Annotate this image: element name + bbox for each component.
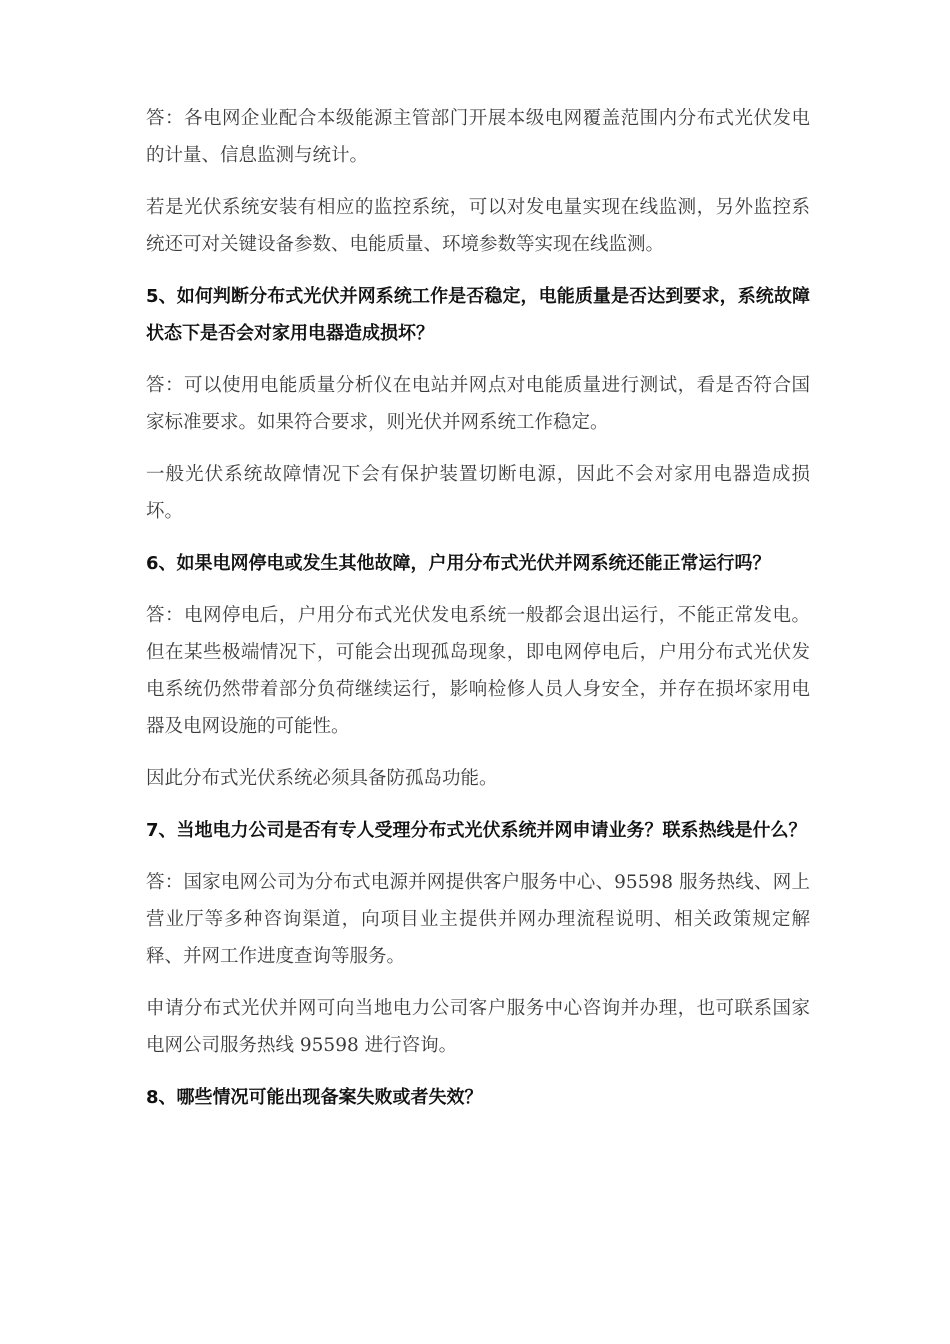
question-heading-5: 5、如何判断分布式光伏并网系统工作是否稳定，电能质量是否达到要求，系统故障状态下是否会对家用电器造成损坏？ (146, 286, 810, 344)
question-heading-8: 8、哪些情况可能出现备案失败或者失效？ (146, 1087, 483, 1108)
body-paragraph: 若是光伏系统安装有相应的监控系统，可以对发电量实现在线监测，另外监控系统还可对关键设备参数、电能质量、环境参数等实现在线监测。 (146, 197, 810, 255)
answer-paragraph: 答：可以使用电能质量分析仪在电站并网点对电能质量进行测试，看是否符合国家标准要求。如果符合要求，则光伏并网系统工作稳定。 (146, 375, 810, 433)
body-paragraph: 一般光伏系统故障情况下会有保护装置切断电源，因此不会对家用电器造成损坏。 (146, 464, 810, 522)
question-heading-6: 6、如果电网停电或发生其他故障，户用分布式光伏并网系统还能正常运行吗？ (146, 553, 771, 574)
body-paragraph: 因此分布式光伏系统必须具备防孤岛功能。 (146, 768, 498, 789)
answer-paragraph: 答：电网停电后，户用分布式光伏发电系统一般都会退出运行，不能正常发电。但在某些极端情况下，可能会出现孤岛现象，即电网停电后，户用分布式光伏发电系统仍然带着部分负荷继续运行，影响检修人员人身安全，并存在损坏家用电器及电网设施的可能性。 (146, 605, 810, 737)
question-heading-7: 7、当地电力公司是否有专人受理分布式光伏系统并网申请业务？联系热线是什么？ (146, 820, 807, 841)
document-page (146, 100, 810, 1131)
body-paragraph: 申请分布式光伏并网可向当地电力公司客户服务中心咨询并办理，也可联系国家电网公司服务热线 95598 进行咨询。 (146, 998, 810, 1056)
answer-paragraph: 答：国家电网公司为分布式电源并网提供客户服务中心、95598 服务热线、网上营业厅等多种咨询渠道，向项目业主提供并网办理流程说明、相关政策规定解释、并网工作进度查询等服务。 (146, 872, 810, 967)
answer-paragraph: 答：各电网企业配合本级能源主管部门开展本级电网覆盖范围内分布式光伏发电的计量、信息监测与统计。 (146, 108, 810, 166)
